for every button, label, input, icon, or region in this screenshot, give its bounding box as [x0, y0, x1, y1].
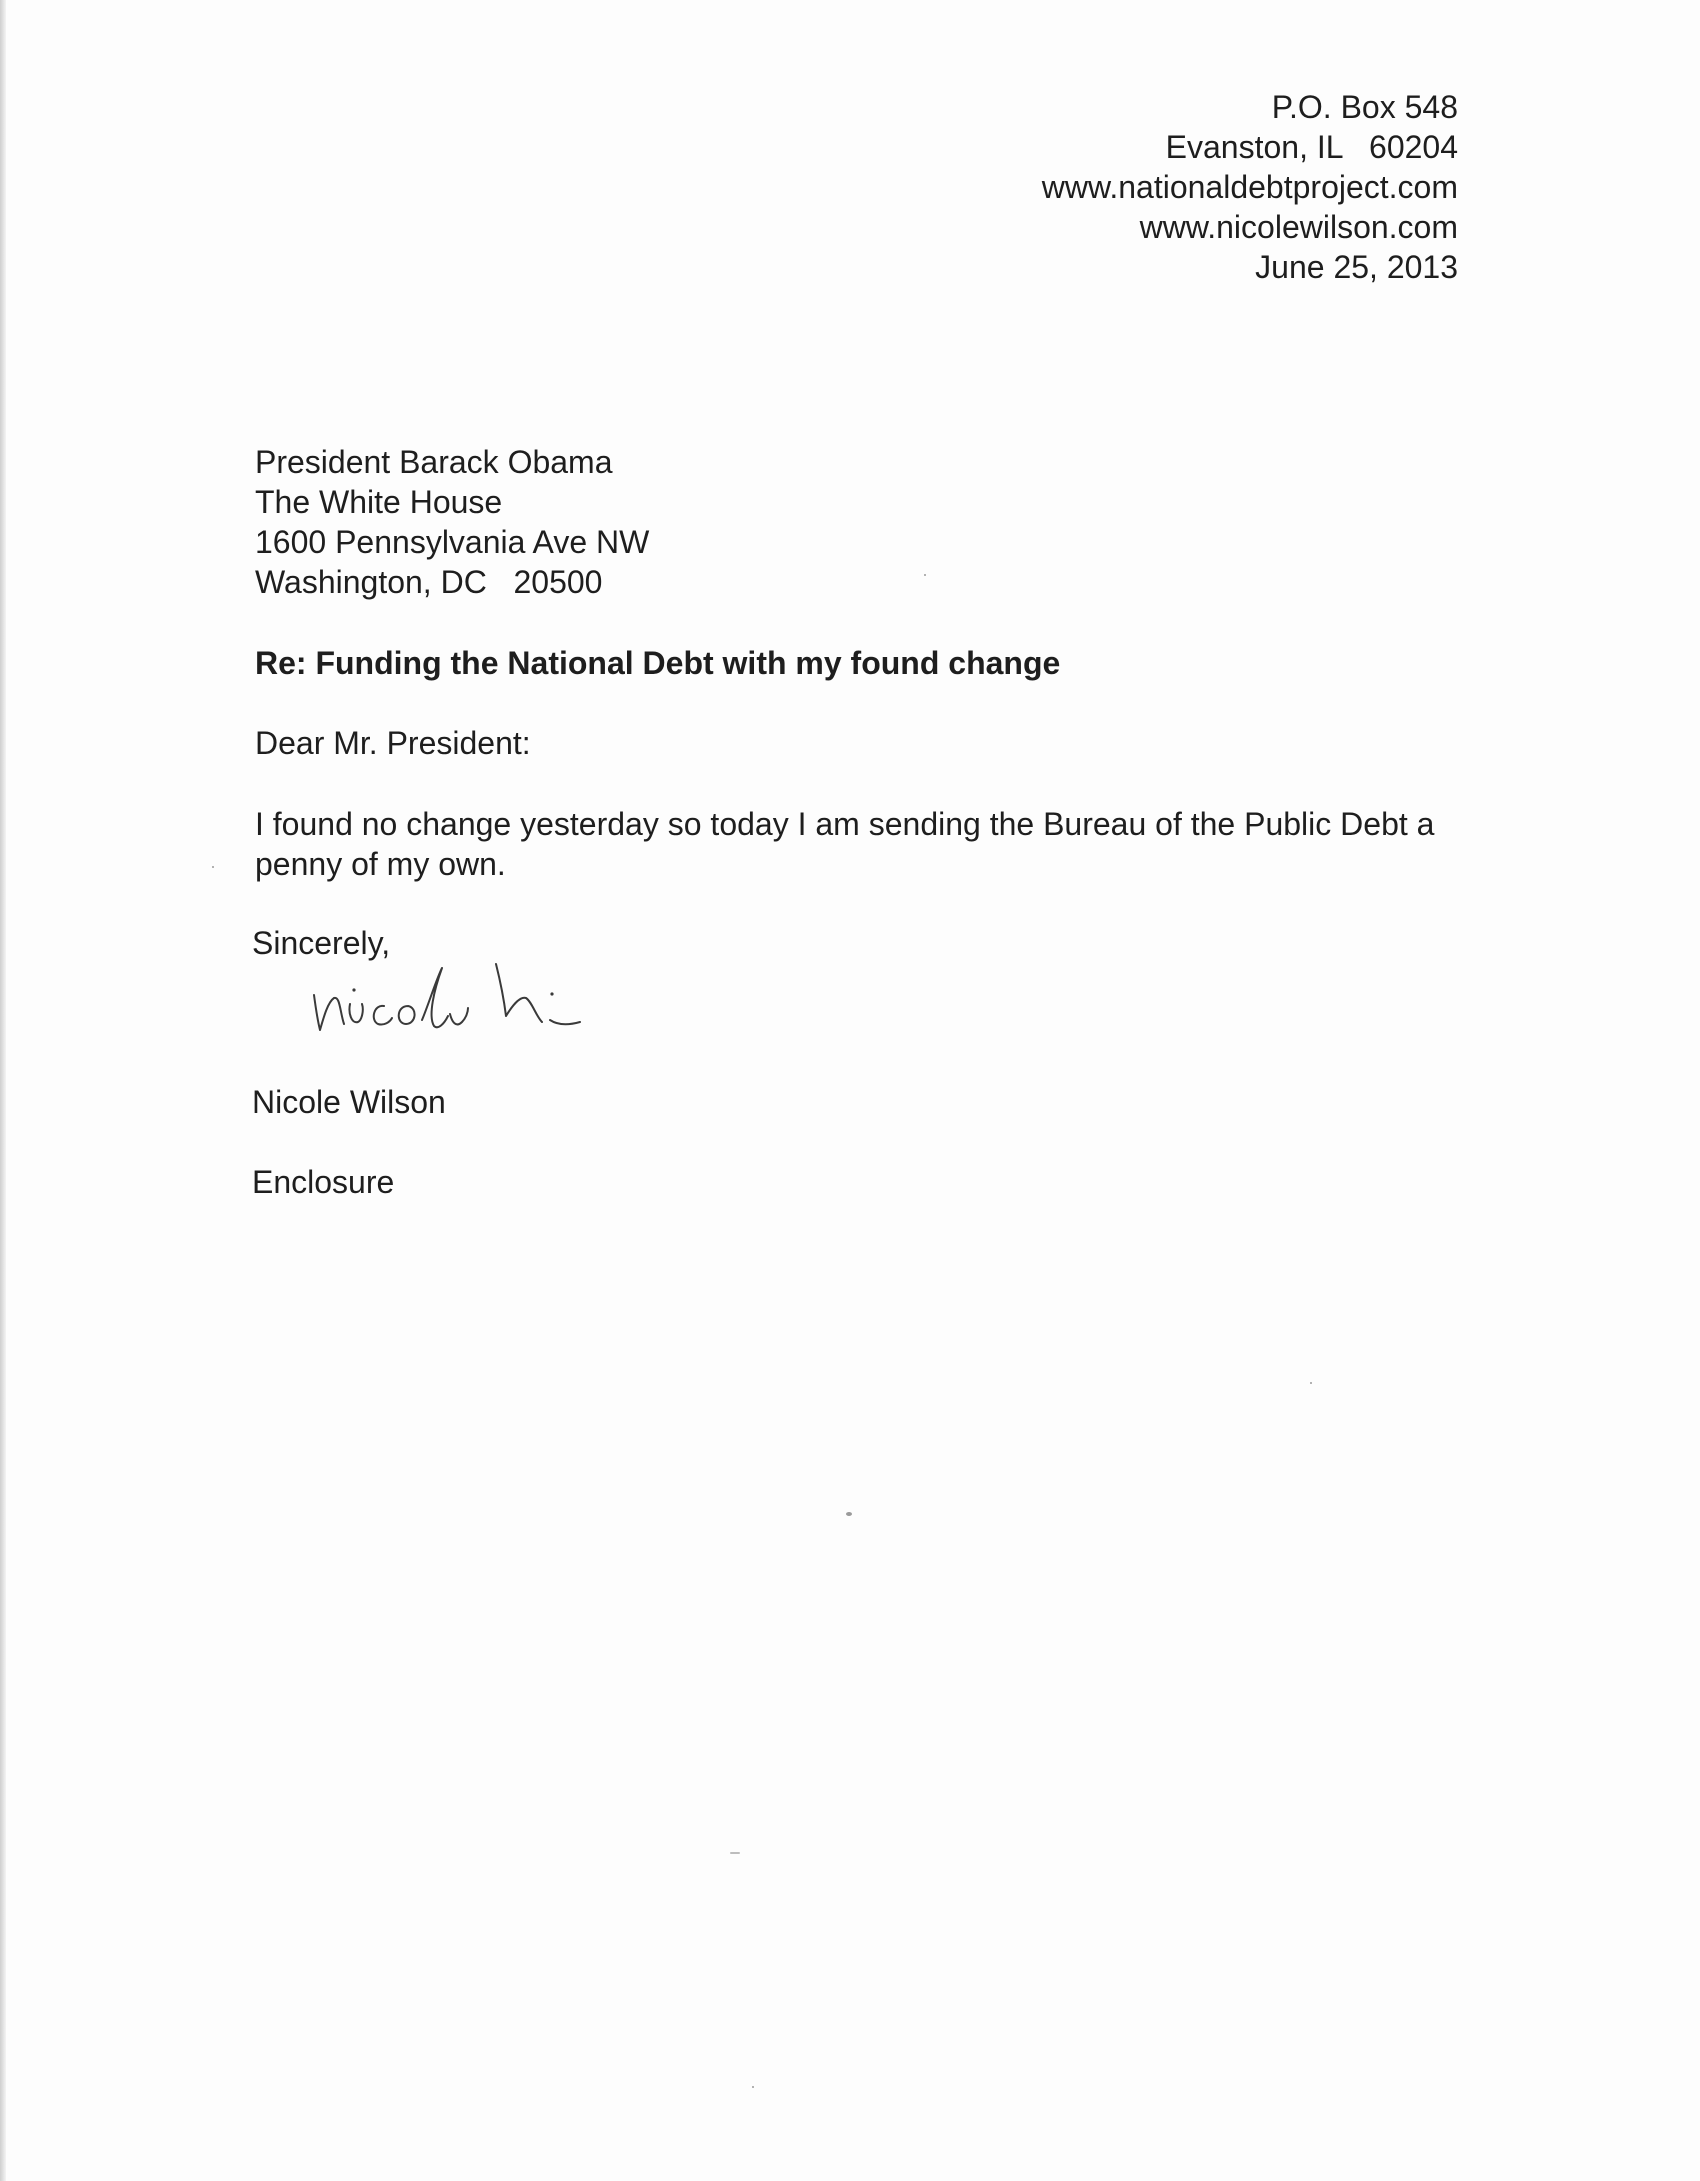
salutation: Dear Mr. President:: [255, 725, 531, 761]
sender-website-2: www.nicolewilson.com: [1139, 209, 1458, 245]
sender-address-block: [1042, 87, 1458, 287]
scan-speck: [752, 2086, 754, 2088]
sender-po-box: P.O. Box 548: [1271, 89, 1458, 125]
letter-date: June 25, 2013: [1255, 249, 1458, 285]
scan-speck: [924, 574, 926, 576]
handwritten-signature: [300, 950, 660, 1050]
signer-name: Nicole Wilson: [252, 1084, 446, 1120]
closing: Sincerely,: [252, 925, 391, 961]
subject-line: Re: Funding the National Debt with my found change: [255, 645, 1061, 681]
recipient-organization: The White House: [255, 484, 503, 520]
scan-speck: [212, 866, 214, 868]
scan-speck: [846, 1512, 852, 1516]
recipient-city-state-zip: Washington, DC 20500: [255, 564, 603, 600]
recipient-name: President Barack Obama: [255, 444, 613, 480]
body-paragraph: I found no change yesterday so today I am sending the Bureau of the Public Debt a penny of my own.: [255, 806, 1435, 882]
scan-speck: [730, 1852, 740, 1854]
recipient-street: 1600 Pennsylvania Ave NW: [255, 524, 650, 560]
sender-city-state-zip: Evanston, IL 60204: [1165, 129, 1458, 165]
recipient-address-block: [255, 442, 649, 602]
sender-website-1: www.nationaldebtproject.com: [1041, 169, 1458, 205]
scan-left-edge: [0, 0, 6, 2181]
enclosure-note: Enclosure: [252, 1164, 395, 1200]
scan-speck: [1310, 1382, 1312, 1384]
